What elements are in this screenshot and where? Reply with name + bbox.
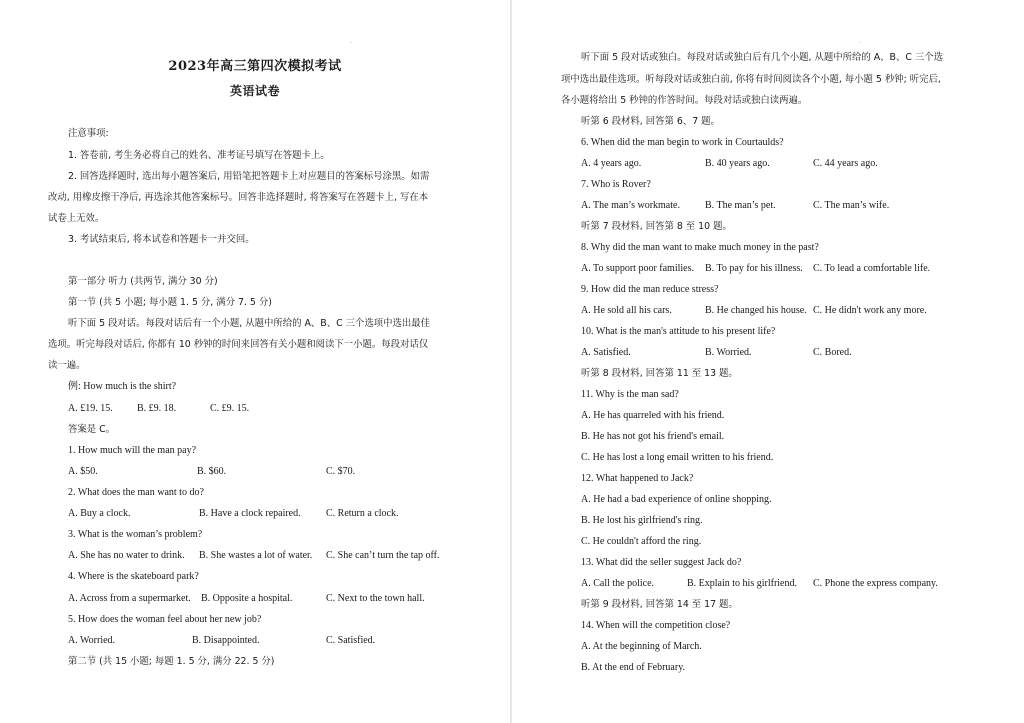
question-14-option-b: B. At the end of February. xyxy=(581,662,686,673)
question-9-option-a: A. He sold all his cars. xyxy=(581,305,672,316)
question-12: 12. What happened to Jack? xyxy=(581,473,694,484)
note-3: 3. 考试结束后, 将本试卷和答题卡一并交回。 xyxy=(68,234,255,245)
question-7-option-c: C. The man’s wife. xyxy=(813,200,890,211)
question-6-option-c: C. 44 years ago. xyxy=(813,158,878,169)
question-1-option-b: B. $60. xyxy=(197,466,227,477)
question-7: 7. Who is Rover? xyxy=(581,179,651,190)
question-12-option-a: A. He had a bad experience of online shopping. xyxy=(581,494,772,505)
exam-title: 2023年高三第四次模拟考试 xyxy=(168,59,342,74)
material-6-heading: 听第 6 段材料, 回答第 6、7 题。 xyxy=(581,116,720,127)
instructions-line-3: 读一遍。 xyxy=(48,360,86,371)
question-3-option-c: C. She can’t turn the tap off. xyxy=(326,550,440,561)
right-page xyxy=(514,0,1024,723)
question-8-option-c: C. To lead a comfortable life. xyxy=(813,263,931,274)
question-13: 13. What did the seller suggest Jack do? xyxy=(581,557,742,568)
section-1-heading: 第一节 (共 5 小题; 每小题 1. 5 分, 满分 7. 5 分) xyxy=(68,297,272,308)
material-9-heading: 听第 9 段材料, 回答第 14 至 17 题。 xyxy=(581,599,738,610)
question-6: 6. When did the man begin to work in Courtaulds? xyxy=(581,137,784,148)
page-divider xyxy=(510,0,512,723)
question-14-option-a: A. At the beginning of March. xyxy=(581,641,702,652)
question-9-option-b: B. He changed his house. xyxy=(705,305,807,316)
question-10-option-c: C. Bored. xyxy=(813,347,852,358)
question-2-option-a: A. Buy a clock. xyxy=(68,508,131,519)
question-9-option-c: C. He didn't work any more. xyxy=(813,305,927,316)
question-2-option-c: C. Return a clock. xyxy=(326,508,399,519)
question-1: 1. How much will the man pay? xyxy=(68,445,197,456)
question-10-option-a: A. Satisfied. xyxy=(581,347,631,358)
left-page xyxy=(0,0,510,723)
exam-subtitle: 英语试卷 xyxy=(229,84,280,98)
notes-heading: 注意事项: xyxy=(68,128,109,139)
question-12-option-c: C. He couldn't afford the ring. xyxy=(581,536,702,547)
question-8: 8. Why did the man want to make much money in the past? xyxy=(581,242,819,253)
page-mark: · xyxy=(859,40,861,47)
question-2: 2. What does the man want to do? xyxy=(68,487,204,498)
question-4-option-c: C. Next to the town hall. xyxy=(326,593,425,604)
note-2-line-1: 2. 回答选择题时, 选出每小题答案后, 用铅笔把答题卡上对应题目的答案标号涂黑。如需 xyxy=(68,171,430,182)
example-question: 例: How much is the shirt? xyxy=(68,381,177,392)
instructions-line-1: 听下面 5 段对话。每段对话后有一个小题, 从题中所给的 A、B、C 三个选项中选出最佳 xyxy=(68,318,430,329)
question-4-option-a: A. Across from a supermarket. xyxy=(68,593,191,604)
question-1-option-c: C. $70. xyxy=(326,466,356,477)
question-10: 10. What is the man's attitude to his present life? xyxy=(581,326,776,337)
question-14: 14. When will the competition close? xyxy=(581,620,731,631)
question-11-option-b: B. He has not got his friend's email. xyxy=(581,431,725,442)
question-5-option-a: A. Worried. xyxy=(68,635,116,646)
section-2-instructions-line-2: 项中选出最佳选项。听每段对话或独白前, 你将有时间阅读各个小题, 每小题 5 秒钟; 听完后, xyxy=(561,74,941,85)
question-5-option-c: C. Satisfied. xyxy=(326,635,376,646)
section-2-instructions-line-3: 各小题将给出 5 秒钟的作答时间。每段对话或独白读两遍。 xyxy=(561,95,808,106)
question-3: 3. What is the woman’s problem? xyxy=(68,529,203,540)
part-1-heading: 第一部分 听力 (共两节, 满分 30 分) xyxy=(68,276,218,287)
question-10-option-b: B. Worried. xyxy=(705,347,752,358)
page-mark: · xyxy=(350,40,352,47)
section-2-instructions-line-1: 听下面 5 段对话或独白。每段对话或独白后有几个小题, 从题中所给的 A、B、C 三个选 xyxy=(581,52,943,63)
question-6-option-a: A. 4 years ago. xyxy=(581,158,642,169)
question-8-option-b: B. To pay for his illness. xyxy=(705,263,803,274)
section-2-heading: 第二节 (共 15 小题; 每题 1. 5 分, 满分 22. 5 分) xyxy=(68,656,275,667)
question-3-option-a: A. She has no water to drink. xyxy=(68,550,185,561)
material-8-heading: 听第 8 段材料, 回答第 11 至 13 题。 xyxy=(581,368,738,379)
question-11: 11. Why is the man sad? xyxy=(581,389,679,400)
note-1: 1. 答卷前, 考生务必将自己的姓名、准考证号填写在答题卡上。 xyxy=(68,150,330,161)
question-5-option-b: B. Disappointed. xyxy=(192,635,260,646)
question-9: 9. How did the man reduce stress? xyxy=(581,284,719,295)
question-5: 5. How does the woman feel about her new job? xyxy=(68,614,262,625)
question-3-option-b: B. She wastes a lot of water. xyxy=(199,550,313,561)
question-11-option-a: A. He has quarreled with his friend. xyxy=(581,410,725,421)
example-answer: 答案是 C。 xyxy=(68,424,116,435)
example-option-a: A. £19. 15. xyxy=(68,403,113,414)
question-6-option-b: B. 40 years ago. xyxy=(705,158,770,169)
example-option-b: B. £9. 18. xyxy=(137,403,177,414)
question-8-option-a: A. To support poor families. xyxy=(581,263,694,274)
question-2-option-b: B. Have a clock repaired. xyxy=(199,508,301,519)
question-7-option-b: B. The man’s pet. xyxy=(705,200,776,211)
question-7-option-a: A. The man’s workmate. xyxy=(581,200,680,211)
question-4-option-b: B. Opposite a hospital. xyxy=(201,593,293,604)
note-2-line-3: 试卷上无效。 xyxy=(48,213,105,224)
note-2-line-2: 改动, 用橡皮擦干净后, 再选涂其他答案标号。回答非选择题时, 将答案写在答题卡上, 写在本 xyxy=(48,192,429,203)
question-13-option-c: C. Phone the express company. xyxy=(813,578,938,589)
question-1-option-a: A. $50. xyxy=(68,466,98,477)
example-option-c: C. £9. 15. xyxy=(210,403,250,414)
question-13-option-a: A. Call the police. xyxy=(581,578,655,589)
question-4: 4. Where is the skateboard park? xyxy=(68,571,199,582)
question-12-option-b: B. He lost his girlfriend's ring. xyxy=(581,515,703,526)
question-13-option-b: B. Explain to his girlfriend. xyxy=(687,578,797,589)
material-7-heading: 听第 7 段材料, 回答第 8 至 10 题。 xyxy=(581,221,732,232)
question-11-option-c: C. He has lost a long email written to his friend. xyxy=(581,452,774,463)
instructions-line-2: 选项。听完每段对话后, 你都有 10 秒钟的时间来回答有关小题和阅读下一小题。每段对话仅 xyxy=(48,339,429,350)
